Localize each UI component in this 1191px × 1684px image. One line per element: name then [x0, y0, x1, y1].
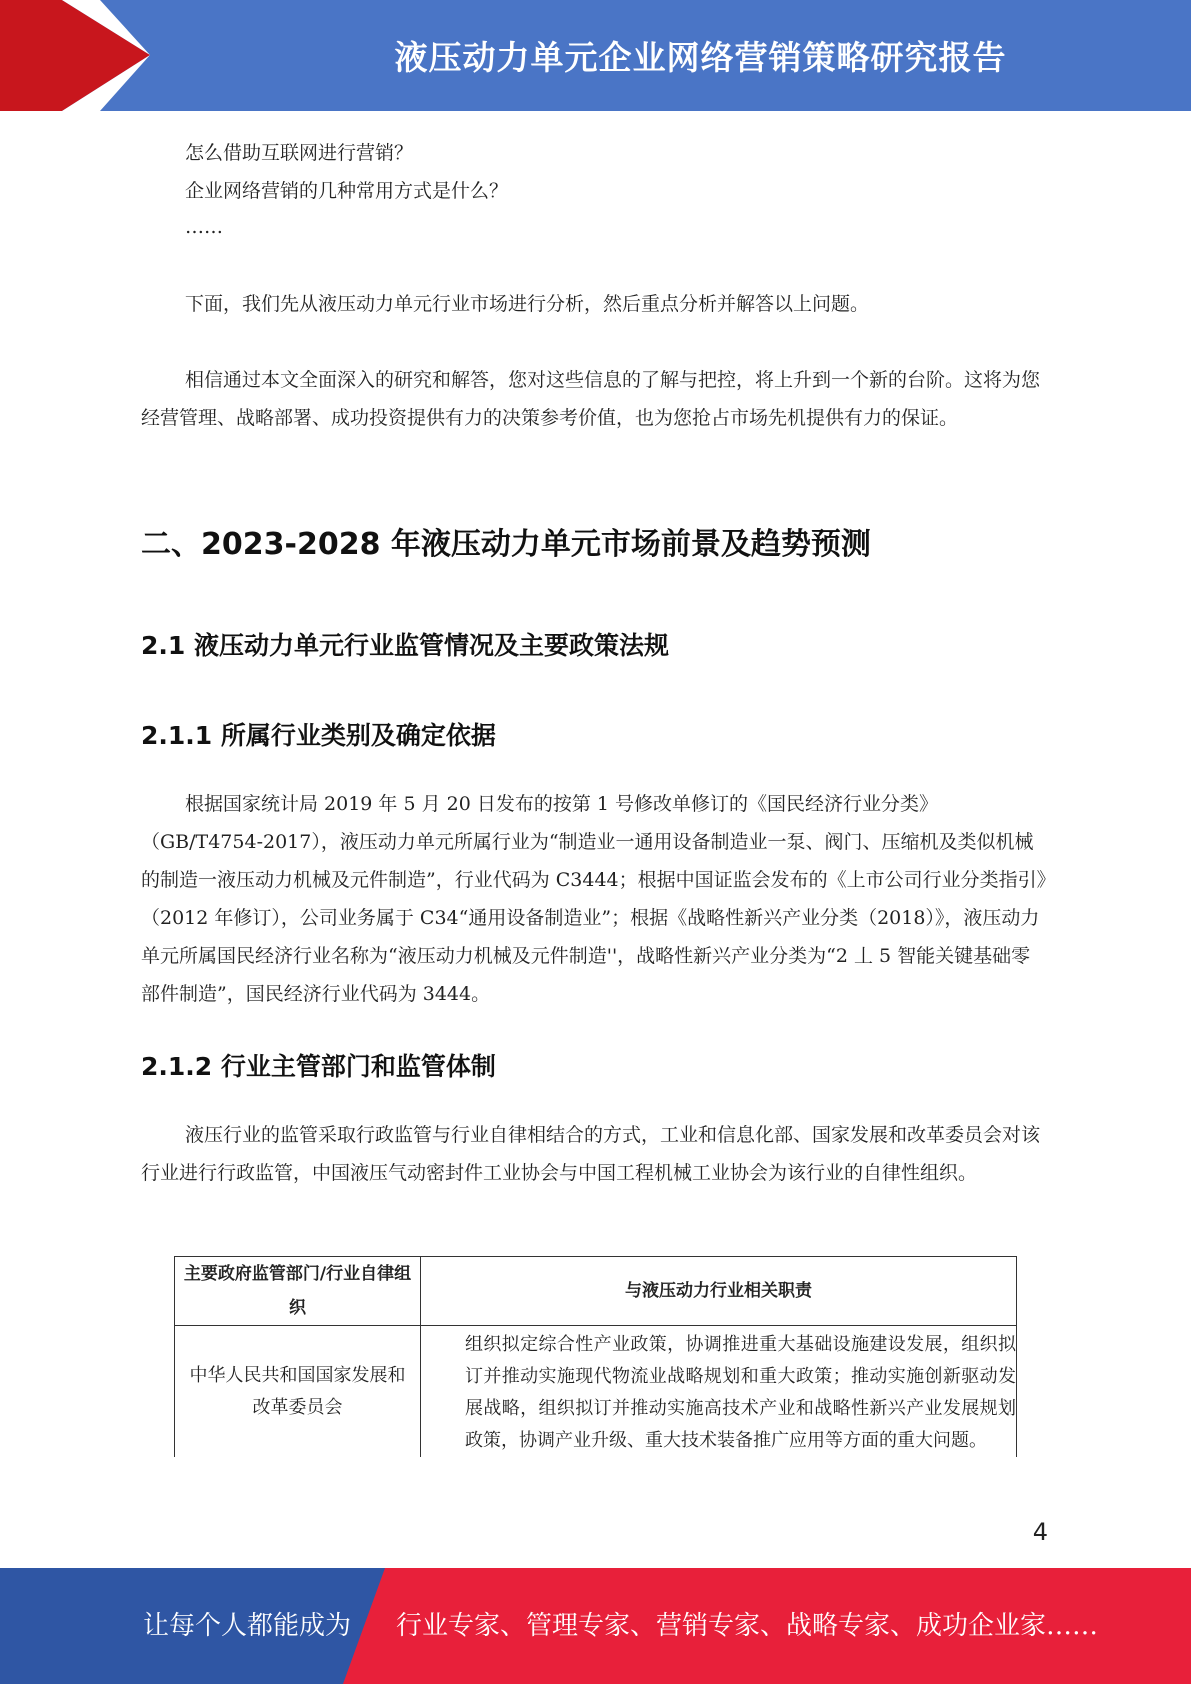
intro-paragraph-2: 相信通过本文全面深入的研究和解答，您对这些信息的了解与把控，将上升到一个新的台阶。这将为您经营管理、战略部署、成功投资提供有力的决策参考价值，也为您抢占市场先机提供有力的保证。	[141, 369, 1041, 429]
regulatory-table	[174, 1256, 1017, 1457]
table-header-duties: 与液压动力行业相关职责	[421, 1257, 1017, 1326]
intro-question-1: 怎么借助互联网进行营销？	[185, 142, 414, 164]
intro-ellipsis: ……	[185, 216, 223, 238]
section-heading: 二、2023-2028 年液压动力单元市场前景及趋势预测	[141, 527, 871, 562]
table-row	[175, 1326, 1017, 1458]
footer-banner	[0, 1568, 1191, 1684]
page-number: 4	[1032, 1518, 1048, 1546]
intro-paragraph-1: 下面，我们先从液压动力单元行业市场进行分析，然后重点分析并解答以上问题。	[185, 293, 870, 315]
footer-slogan-left: 让每个人都能成为	[143, 1611, 352, 1641]
table-header-row	[175, 1257, 1017, 1326]
table-cell-organization: 中华人民共和国国家发展和改革委员会	[175, 1326, 421, 1458]
industry-classification-paragraph: 根据国家统计局 2019 年 5 月 20 日发布的按第 1 号修改单修订的《国民经济行业分类》（GB/T4754-2017），液压动力单元所属行业为“制造业一通用设备制造业一泵、阀门、压缩机及类似机械的制造一液压动力机械及元件制造”，行业代码为 C3444；根据中国证监会发布的《上市公司行业分类指引》（2012 年修订），公司业务属于 C34“通用设备制造业”；根据《战略性新兴产业分类（2018）》，液压动力单元所属国民经济行业名称为“液压动力机械及元件制造''，战略性新兴产业分类为“2 丄 5 智能关键基础零部件制造”，国民经济行业代码为 3444。	[141, 793, 1047, 1005]
subsection-heading-2-1-2: 2.1.2 行业主管部门和监管体制	[141, 1052, 496, 1081]
intro-question-2: 企业网络营销的几种常用方式是什么？	[185, 180, 509, 202]
header-banner	[0, 0, 1191, 111]
footer-slogan-right: 行业专家、管理专家、营销专家、战略专家、成功企业家……	[396, 1611, 1099, 1641]
table-header-organization: 主要政府监管部门/行业自律组织	[175, 1257, 421, 1326]
table-cell-duties: 组织拟定综合性产业政策，协调推进重大基础设施建设发展，组织拟订并推动实施现代物流业战略规划和重大政策；推动实施创新驱动发展战略，组织拟订并推动实施高技术产业和战略性新兴产业发展规划政策，协调产业升级、重大技术装备推广应用等方面的重大问题。	[421, 1326, 1017, 1458]
subsection-heading-2-1-1: 2.1.1 所属行业类别及确定依据	[141, 721, 496, 750]
report-title: 液压动力单元企业网络营销策略研究报告	[394, 38, 1007, 77]
regulatory-system-paragraph: 液压行业的监管采取行政监管与行业自律相结合的方式，工业和信息化部、国家发展和改革委员会对该行业进行行政监管，中国液压气动密封件工业协会与中国工程机械工业协会为该行业的自律性组织。	[141, 1124, 1041, 1184]
subsection-heading-2-1: 2.1 液压动力单元行业监管情况及主要政策法规	[141, 631, 669, 660]
